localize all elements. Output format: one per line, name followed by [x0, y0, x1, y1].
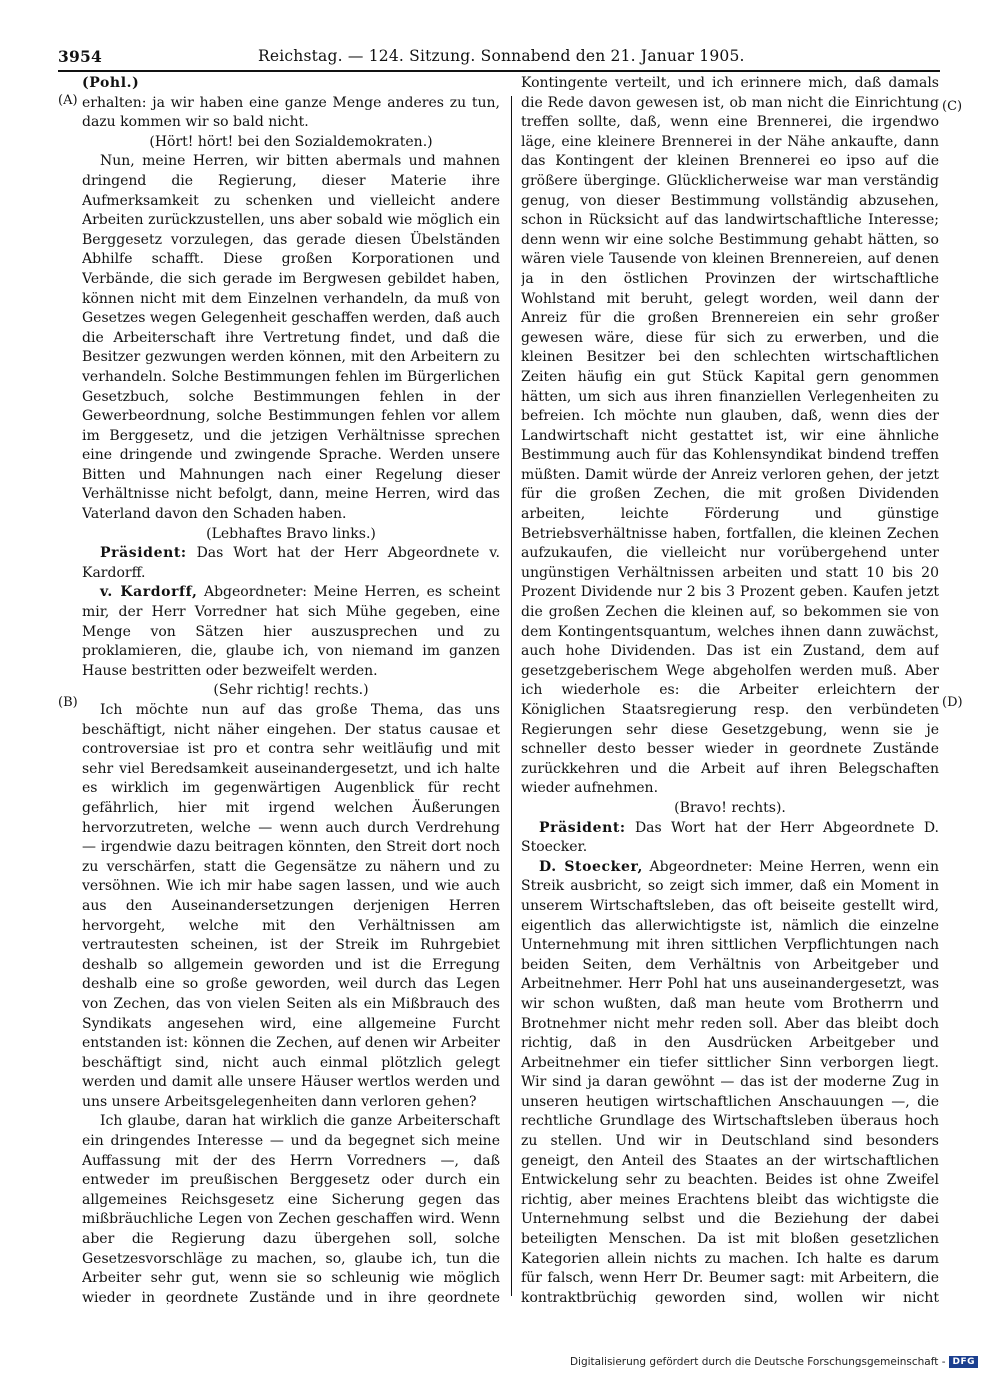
interjection: (Lebhaftes Bravo links.)	[206, 525, 376, 542]
speaker-name: Präsident:	[100, 545, 187, 562]
interjection: (Hört! hört! bei den Sozialdemokraten.)	[149, 133, 433, 150]
speech-opening: v. Kardorff, Abgeordneter: Meine Herren, es scheint mir, der Herr Vorredner hat sich Mühe gegeben, eine Menge von Sätzen hier auszusprechen und zu proklamieren, die, glaube ich, von niemand im ganzen Hause bestritten oder bezweifelt werden.	[82, 584, 500, 679]
margin-marker-a: (A)	[58, 93, 78, 108]
margin-marker-b: (B)	[58, 695, 78, 710]
running-title: Reichstag. — 124. Sitzung. Sonnabend den 21. Januar 1905.	[258, 47, 745, 65]
left-column	[82, 74, 500, 1304]
speaker-name: D. Stoecker,	[539, 858, 643, 875]
speaker-tag: (Pohl.)	[82, 75, 140, 91]
president-statement: Präsident: Das Wort hat der Herr Abgeordnete D. Stoecker.	[521, 819, 939, 856]
paragraph: Ich glaube, daran hat wirklich die ganze Arbeiterschaft ein dringendes Interesse — und da begegnet sich meine Auffassung mit der des Herrn Vorredners —, daß entweder im preußischen Berggesetz oder durch ein allgemeines Reichsgesetz eine Sicherung gegen das mißbräuchliche Legen von Zechen geschaffen wird. Wenn aber die Regierung dazu übergehen soll, solche Gesetzesvorschläge zu machen, so, glaube ich, tun die Arbeiter sehr gut, wenn sie so schleunig wie möglich wieder in geordnete Zustände und in ihre geordnete	[82, 1113, 500, 1304]
paragraph: Ich möchte nun auf das große Thema, das uns beschäftigt, nicht näher eingehen. Der status causae et controversiae ist pro et contra sehr weitläufig und mit sehr viel Beredsamkeit auseinandergesetzt, und ich halte es wirklich im gegenwärtigen Augenblick für recht gefährlich, hier mit irgend welchen Äußerungen hervorzutreten, welche — wenn auch durch Verdrehung — irgendwie dazu beitragen könnten, den Streit dort noch zu verschärfen, statt die Gegensätze zu nähern und zu versöhnen. Wie ich mir habe sagen lassen, und wie auch aus den Auseinandersetzungen derjenigen Herren hervorgeht, welche mit den Verhältnissen am vertrautesten scheinen, ist der Streik im Ruhrgebiet deshalb so allgemein geworden und ist die Erregung deshalb eine so große geworden, weil durch das Legen von Zechen, das von vielen Seiten als ein Mißbrauch des Syndikats angesehen wird, eine allgemeine Furcht entstanden ist: können die Zechen, auf denen wir Arbeiter beschäftigt sind, nicht auch einmal plötzlich gelegt werden und damit alle unsere Häuser wertlos werden und uns unsere Arbeitsgelegenheiten dann verloren gehen?	[82, 702, 500, 1110]
paragraph: Nun, meine Herren, wir bitten abermals und mahnen dringend die Regierung, dieser Materie ihre Aufmerksamkeit zu schenken und vielleicht andere Arbeiten zurückzustellen, uns aber sobald wie möglich ein Berggesetz vorzulegen, das gerade diesen Übelständen Abhilfe schafft. Diese großen Korporationen und Verbände, die sich gerade im Bergwesen gebildet haben, können nicht mit dem Einzelnen verhandeln, da muß von Gesetzes wegen Gelegenheit geschaffen werden, daß auch die Arbeiterschaft ihre Vertretung findet, und daß die Besitzer gezwungen werden können, mit den Arbeitern zu verhandeln. Solche Bestimmungen fehlen im Bürgerlichen Gesetzbuch, solche Bestimmungen fehlen in der Gewerbeordnung, solche Bestimmungen fehlen vor allem im Berggesetz, und die jetzigen Verhältnisse sprechen eine dringende und zwingende Sprache. Werden unsere Bitten und Mahnungen nach einer Regelung dieser Verhältnisse nicht befolgt, dann, meine Herren, wird das Vaterland davon den Schaden haben.	[82, 153, 500, 523]
margin-marker-c: (C)	[942, 99, 963, 114]
margin-marker-d: (D)	[942, 695, 963, 710]
interjection: (Bravo! rechts).	[674, 799, 786, 816]
speech-opening: D. Stoecker, Abgeordneter: Meine Herren, wenn ein Streik ausbricht, so zeigt sich immer, daß ein Moment in unserem Wirtschaftsleben, das oft beiseite gestellt wird, eigentlich das allerwichtigste ist, nämlich die einzelne Unternehmung mit ihren sittlichen Verpflichtungen nach beiden Seiten, dem Verhältnis von Arbeitgeber und Arbeitnehmer. Herr Pohl hat uns auseinandergesetzt, was wir schon wußten, daß man heute vom Brotherrn und Brotnehmer nicht mehr reden soll. Aber das bleibt doch richtig, daß in den Ausdrücken Arbeitgeber und Arbeitnehmer ein tiefer sittlicher Sinn verborgen liegt. Wir sind ja daran gewöhnt — das ist der moderne Zug in unseren heutigen wirtschaftlichen Anschauungen —, die rechtliche Grundlage des Wirtschaftsleben überaus hoch zu stellen. Und wir in Deutschland sind besonders geneigt, den Anteil des Staates an der wirtschaftlichen Entwickelung sehr zu beachten. Beides ist ohne Zweifel richtig, aber meines Erachtens bleibt das wichtigste die Unternehmung selbst und die Beziehung der dabei beteiligten Menschen. Da ist mit bloßen gesetzlichen Kategorien allein nichts zu machen. Ich halte es darum für falsch, wenn Herr Dr. Beumer sagt: mit Arbeitern, die kontraktbrüchig geworden sind, wollen wir nicht	[521, 858, 939, 1304]
column-divider	[511, 96, 512, 1296]
footer-credit: Digitalisierung gefördert durch die Deutsche Forschungsgemeinschaft -	[569, 1356, 946, 1368]
footer	[570, 1353, 978, 1371]
header-rule	[58, 70, 940, 72]
paragraph: Kontingente verteilt, und ich erinnere mich, daß damals die Rede davon gewesen ist, ob man nicht die Einrichtung treffen sollte, daß, wenn eine Brennerei, die irgendwo läge, eine kleinere Brennerei in der Nähe ankaufte, dann das Kontingent der kleinen Brennerei eo ipso auf die größere überginge. Glücklicherweise war man verständig genug, von dieser Bestimmung vollständig abzusehen, schon in Rücksicht auf das landwirtschaftliche Interesse; denn wenn wir eine solche Bestimmung gehabt hätten, so wären viele Tausende von kleinen Brennereien, auf denen ja in den östlichen Provinzen der wirtschaftliche Wohlstand mit beruht, gelegt worden, weil dann der Anreiz für die großen Brennereien ein sehr großer gewesen wäre, diese für sich zu erwerben, und die kleinen Besitzer bei den schlechten wirtschaftlichen Zeiten häufig ein gut Stück Kapital gern genommen hätten, um sich aus ihren finanziellen Verlegenheiten zu befreien. Ich möchte nun glauben, daß, wenn dies der Landwirtschaft nicht gestattet ist, wir eine ähnliche Bestimmung auch für das Kohlensyndikat bindend treffen müßten. Damit würde der Anreiz verloren gehen, der jetzt für die großen Zechen, die mit großen Dividenden arbeiten, leichte Förderung und günstige Betriebsverhältnisse haben, fortfallen, die kleinen Zechen aufzukaufen, die vielleicht nur vorübergehend unter ungünstigen Verhältnissen arbeiten und statt 10 bis 20 Prozent Dividende nur 2 bis 3 Prozent geben. Kaufen jetzt die großen Zechen die kleinen auf, so bekommen sie von dem Kontingentsquantum, welches ihnen dann zuwächst, auch hohe Dividenden. Das ist ein Zustand, dem auf gesetzgeberischem Wege abgeholfen werden muß. Aber ich wiederhole es: die Arbeiter erleichtern der Königlichen Staatsregierung resp. den verbündeten Regierungen sehr diese Gesetzgebung, wenn sie je schneller desto besser wieder in geordnete Zustände zurückkehren und die Arbeit auf ihren Belegschaften wieder aufnehmen.	[521, 75, 939, 797]
page-number: 3954	[58, 47, 102, 66]
president-statement: Präsident: Das Wort hat der Herr Abgeordnete v. Kardorff.	[82, 545, 500, 581]
interjection: (Sehr richtig! rechts.)	[213, 682, 369, 699]
dfg-logo-icon: DFG	[949, 1356, 978, 1368]
speaker-name: v. Kardorff,	[100, 584, 198, 601]
right-column	[521, 74, 939, 1304]
page-header	[58, 47, 940, 69]
speaker-name: Präsident:	[539, 819, 626, 836]
paragraph: erhalten: ja wir haben eine ganze Menge anderes zu tun, dazu kommen wir so bald nicht.	[82, 94, 500, 131]
